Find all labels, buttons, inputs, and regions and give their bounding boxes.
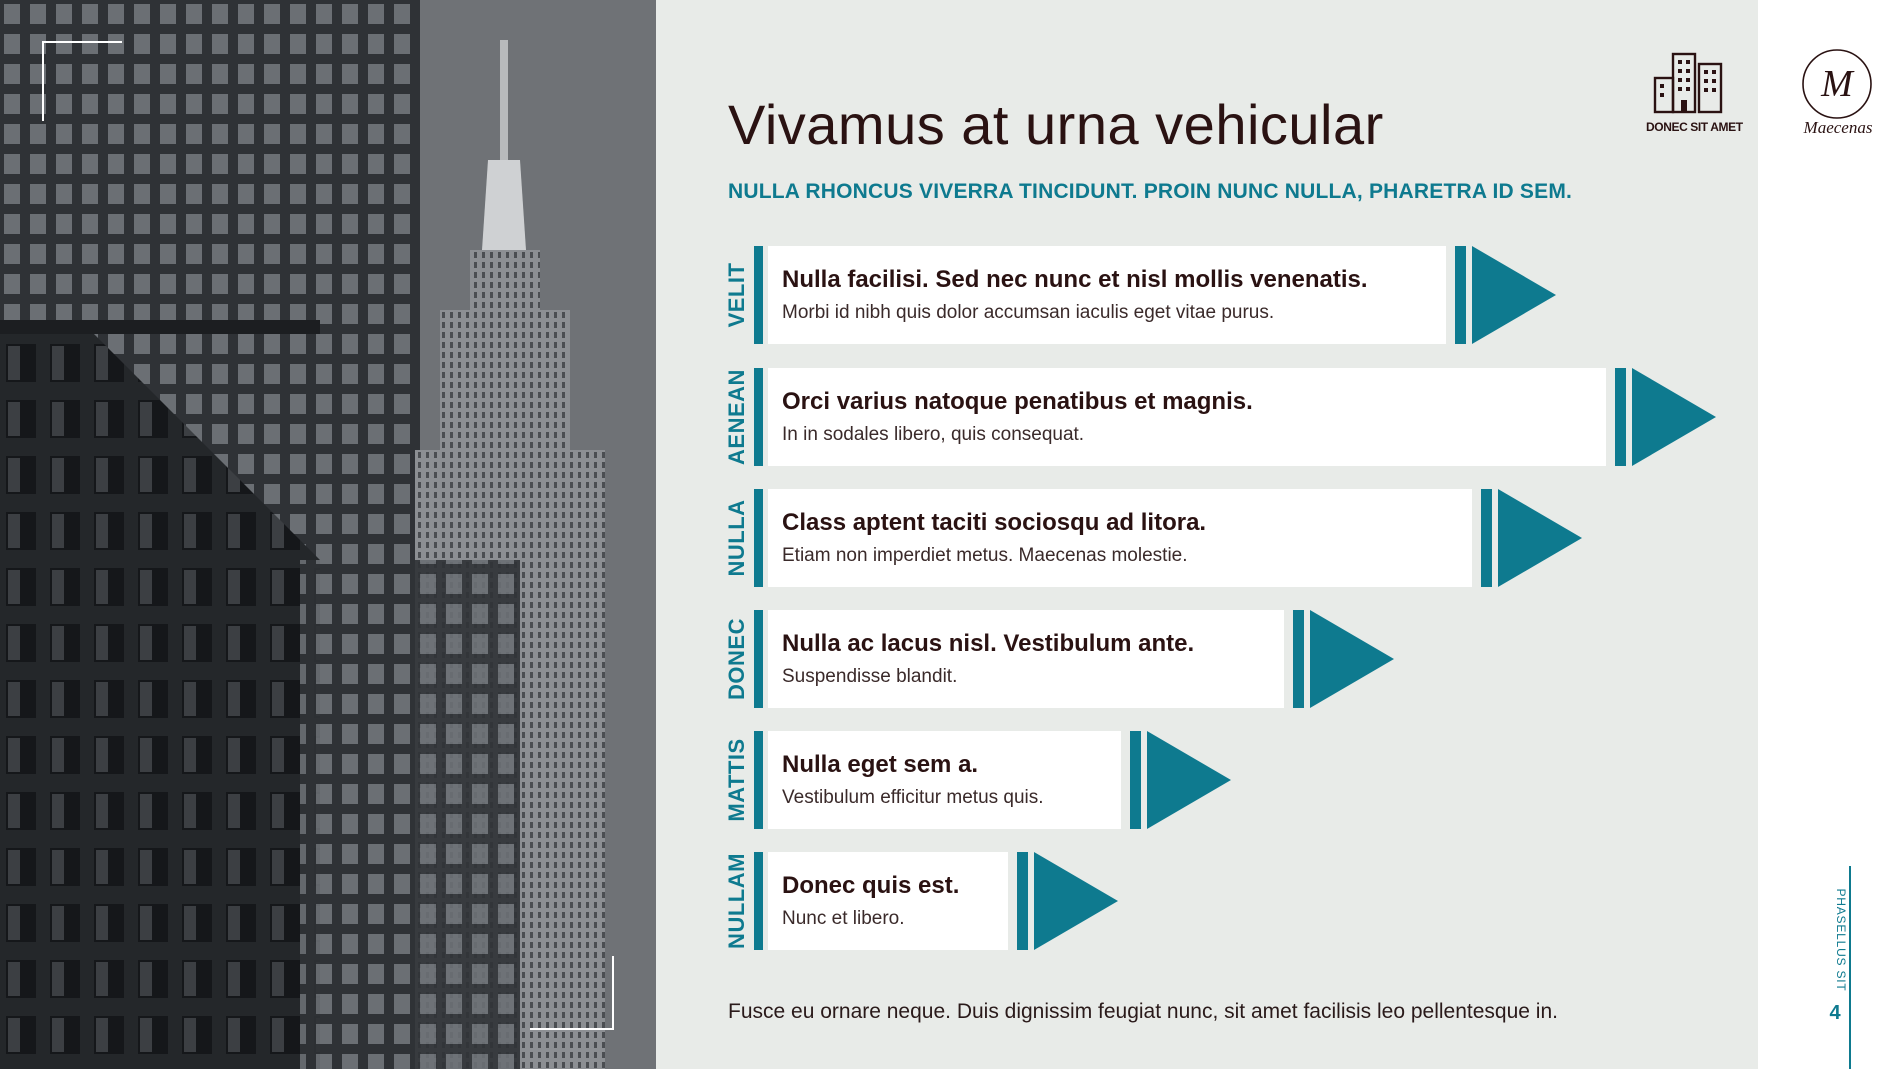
row-end-bar: [1017, 852, 1028, 950]
row-end-bar: [1130, 731, 1141, 829]
row-heading: Class aptent taciti sociosqu ad litora.: [782, 509, 1207, 536]
row-label: MATTIS: [724, 738, 749, 822]
brand-name: Maecenas: [1803, 118, 1873, 137]
row-description: In in sodales libero, quis consequat.: [782, 424, 1085, 445]
frame-corner-bottom-right: [530, 956, 614, 1030]
building-photo: [0, 0, 656, 1069]
row-card: [768, 368, 1606, 466]
sidebar-text: PHASELLUS SIT: [1834, 888, 1848, 992]
slide-title: Vivamus at urna vehicular: [728, 93, 1384, 156]
row-accent-bar: [754, 368, 763, 466]
row-description: Suspendisse blandit.: [782, 666, 958, 687]
page-number: 4: [1829, 1002, 1841, 1024]
buildings-icon: [1651, 52, 1725, 114]
row-end-bar: [1293, 610, 1304, 708]
row-heading: Nulla facilisi. Sed nec nunc et nisl mollis venenatis.: [782, 266, 1368, 293]
row-heading: Nulla eget sem a.: [782, 751, 979, 778]
row-description: Vestibulum efficitur metus quis.: [782, 787, 1044, 808]
brand-monogram-letter: M: [1821, 63, 1853, 105]
arrow-icon: [1310, 610, 1394, 708]
row-accent-bar: [754, 246, 763, 344]
arrow-icon: [1147, 731, 1231, 829]
row-end-bar: [1615, 368, 1626, 466]
arrow-icon: [1498, 489, 1582, 587]
row-label: DONEC: [724, 618, 749, 700]
row-label: NULLA: [724, 499, 749, 577]
row-heading: Nulla ac lacus nisl. Vestibulum ante.: [782, 630, 1195, 657]
row-label: NULLAM: [724, 853, 749, 949]
row-card: [768, 610, 1284, 708]
row-description: Morbi id nibh quis dolor accumsan iaculis eget vitae purus.: [782, 302, 1275, 323]
company-logo: [1646, 52, 1743, 138]
row-heading: Orci varius natoque penatibus et magnis.: [782, 388, 1253, 415]
row-card: [768, 852, 1008, 950]
row-label: AENEAN: [724, 369, 749, 465]
frame-corner-top-left: [42, 41, 122, 121]
row-end-bar: [1455, 246, 1466, 344]
footer-text: Fusce eu ornare neque. Duis dignissim feugiat nunc, sit amet facilisis leo pellentesque in.: [728, 1000, 1558, 1023]
row-card: [768, 731, 1121, 829]
row-card: [768, 489, 1472, 587]
arrow-icon: [1632, 368, 1716, 466]
row-accent-bar: [754, 731, 763, 829]
row-heading: Donec quis est.: [782, 872, 960, 899]
row-end-bar: [1481, 489, 1492, 587]
row-description: Nunc et libero.: [782, 908, 905, 929]
row-accent-bar: [754, 489, 763, 587]
row-description: Etiam non imperdiet metus. Maecenas molestie.: [782, 545, 1188, 566]
sidebar-divider: [1849, 866, 1851, 1069]
row-accent-bar: [754, 610, 763, 708]
slide-subtitle: NULLA RHONCUS VIVERRA TINCIDUNT. PROIN NUNC NULLA, PHARETRA ID SEM.: [728, 180, 1573, 203]
brand-monogram: [1800, 47, 1874, 121]
arrow-icon: [1472, 246, 1556, 344]
row-label: VELIT: [724, 262, 749, 328]
row-accent-bar: [754, 852, 763, 950]
logo-caption: DONEC SIT AMET: [1646, 120, 1743, 134]
row-card: [768, 246, 1446, 344]
arrow-icon: [1034, 852, 1118, 950]
